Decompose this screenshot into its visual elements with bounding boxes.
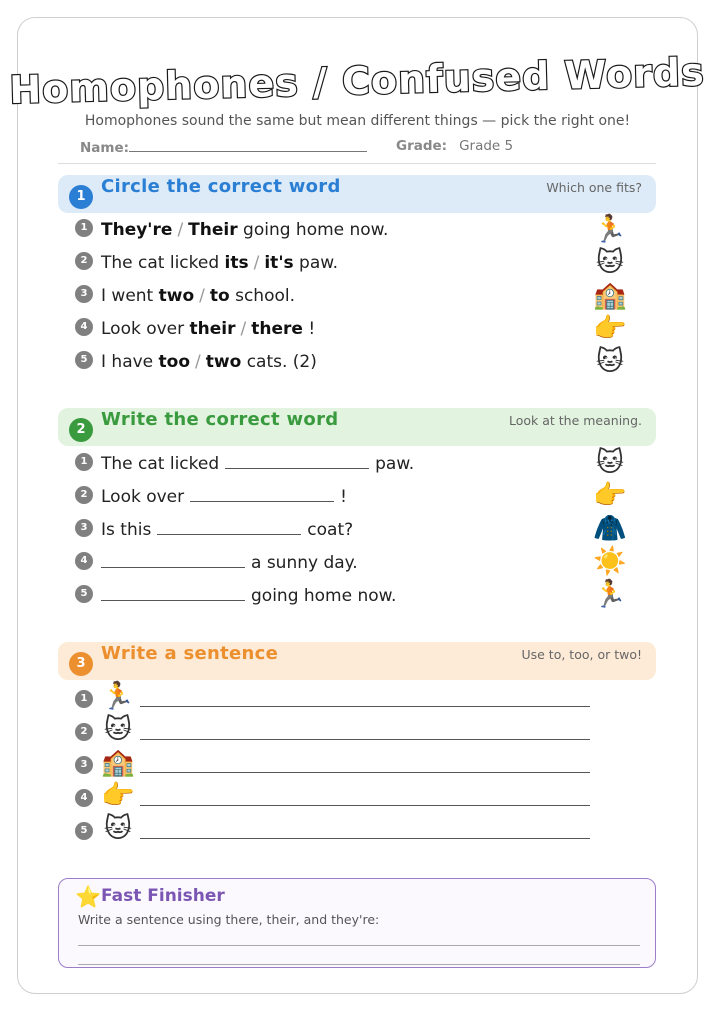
question-row	[75, 585, 396, 609]
section-1-title: Circle the correct word	[101, 176, 341, 197]
sentence-number: 5	[75, 822, 93, 840]
answer-blank[interactable]	[225, 453, 369, 469]
question-row	[75, 319, 315, 343]
question-text-end: !	[302, 319, 316, 339]
question-number: 1	[75, 453, 93, 471]
question-text: I went	[101, 286, 159, 306]
question-text-end: school.	[229, 286, 295, 306]
grade-label: Grade:	[396, 138, 448, 154]
choice-separator: /	[240, 319, 247, 339]
question-text-end: cats. (2)	[241, 352, 317, 372]
choice-separator: /	[199, 286, 205, 306]
section-3-hint: Use to, too, or two!	[521, 647, 642, 662]
question-number: 1	[75, 219, 93, 237]
question-text: Look over	[101, 487, 185, 507]
cat-icon: 🐱	[595, 447, 625, 478]
choice-b[interactable]: there	[251, 319, 303, 339]
choice-a[interactable]: too	[158, 352, 191, 372]
sentence-line[interactable]	[140, 706, 590, 707]
choice-a[interactable]: their	[189, 319, 236, 339]
section-3-header	[58, 642, 656, 680]
choice-separator: /	[177, 220, 184, 240]
section-1-badge: 1	[69, 185, 93, 209]
question-row	[75, 486, 347, 510]
fast-finisher-line-2[interactable]	[78, 964, 640, 965]
section-2-header	[58, 408, 656, 446]
question-number: 2	[75, 486, 93, 504]
choice-b[interactable]: it's	[264, 253, 294, 273]
pointing-hand-icon: 👉	[101, 780, 135, 811]
choice-separator: /	[195, 352, 201, 372]
question-text-end: coat?	[307, 520, 354, 540]
question-text: Is this	[101, 520, 152, 540]
sentence-line[interactable]	[140, 739, 590, 740]
choice-a[interactable]: its	[224, 253, 249, 273]
answer-blank[interactable]	[157, 519, 301, 535]
question-row	[75, 453, 414, 477]
divider	[58, 163, 656, 164]
sentence-number: 2	[75, 723, 93, 741]
question-number: 3	[75, 519, 93, 537]
running-person-icon: 🏃	[593, 579, 627, 610]
section-3-title: Write a sentence	[101, 643, 279, 664]
choice-b[interactable]: to	[209, 286, 230, 306]
question-text-end: going home now.	[237, 220, 389, 240]
question-text: Look over	[101, 319, 190, 339]
pointing-hand-icon: 👉	[593, 480, 627, 511]
choice-a[interactable]: two	[158, 286, 195, 306]
pointing-hand-icon: 👉	[593, 313, 627, 344]
grade-field	[396, 138, 513, 154]
question-row	[75, 286, 295, 310]
choice-b[interactable]: Their	[188, 220, 238, 240]
choice-separator: /	[253, 253, 260, 273]
cat-icon: 🐱	[595, 247, 625, 278]
question-text: The cat licked	[101, 253, 225, 273]
question-row	[75, 552, 358, 576]
sun-icon: ☀️	[593, 546, 627, 577]
school-icon: 🏫	[101, 747, 135, 778]
page-title-text: Homophones / Confused Words	[8, 50, 706, 112]
section-1-hint: Which one fits?	[546, 180, 642, 195]
page-title	[0, 50, 715, 112]
running-person-icon: 🏃	[101, 681, 135, 712]
question-row	[75, 519, 353, 543]
question-row	[75, 352, 317, 376]
school-icon: 🏫	[593, 280, 627, 311]
running-person-icon: 🏃	[593, 214, 627, 245]
sentence-line[interactable]	[140, 772, 590, 773]
question-text-end: paw.	[375, 454, 415, 474]
cat-icon: 🐱	[595, 346, 625, 377]
question-row	[75, 220, 388, 244]
question-text-end: paw.	[293, 253, 338, 273]
subtitle: Homophones sound the same but mean different things — pick the right one!	[84, 113, 631, 129]
section-1-header	[58, 175, 656, 213]
name-line[interactable]	[129, 138, 367, 152]
question-text-end: a sunny day.	[251, 553, 358, 573]
sentence-number: 4	[75, 789, 93, 807]
section-2-title: Write the correct word	[101, 409, 339, 430]
fast-finisher-title: Fast Finisher	[101, 886, 225, 906]
choice-b[interactable]: two	[205, 352, 242, 372]
sentence-number: 3	[75, 756, 93, 774]
question-text-end: going home now.	[251, 586, 397, 606]
question-number: 2	[75, 252, 93, 270]
sentence-number: 1	[75, 690, 93, 708]
sentence-line[interactable]	[140, 838, 590, 839]
question-number: 3	[75, 285, 93, 303]
answer-blank[interactable]	[101, 585, 245, 601]
answer-blank[interactable]	[101, 552, 245, 568]
question-number: 4	[75, 552, 93, 570]
star-icon: ⭐	[75, 885, 102, 909]
question-row	[75, 253, 338, 277]
question-text: I have	[101, 352, 159, 372]
coat-icon: 🧥	[593, 513, 627, 544]
question-number: 5	[75, 585, 93, 603]
question-number: 5	[75, 351, 93, 369]
cat-icon: 🐱	[103, 813, 133, 844]
answer-blank[interactable]	[190, 486, 334, 502]
question-number: 4	[75, 318, 93, 336]
choice-a[interactable]: They're	[101, 220, 173, 240]
question-text-end: !	[340, 487, 347, 507]
cat-icon: 🐱	[103, 714, 133, 745]
name-field[interactable]	[80, 138, 367, 156]
fast-finisher-line-1[interactable]	[78, 945, 640, 946]
sentence-line[interactable]	[140, 805, 590, 806]
name-label: Name:	[80, 140, 130, 156]
section-2-badge: 2	[69, 418, 93, 442]
section-2-hint: Look at the meaning.	[508, 413, 642, 428]
grade-value: Grade 5	[459, 138, 514, 154]
fast-finisher-prompt: Write a sentence using there, their, and they're:	[78, 912, 380, 927]
question-text: The cat licked	[101, 454, 220, 474]
fast-finisher-box	[58, 878, 656, 968]
section-3-badge: 3	[69, 652, 93, 676]
